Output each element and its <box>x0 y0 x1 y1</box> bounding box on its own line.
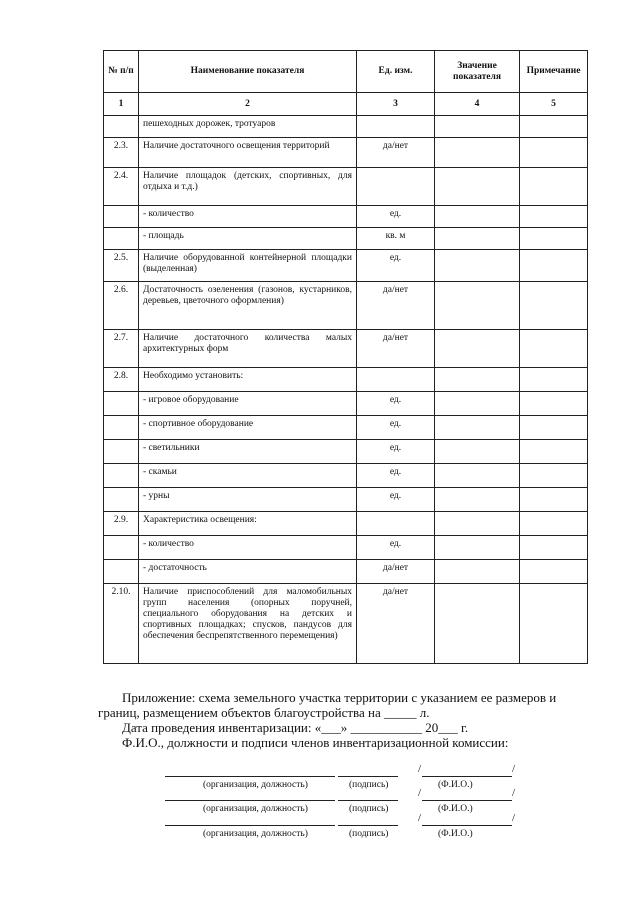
row-indicator-name: Наличие площадок (детских, спортивных, для отдыха и т.д.) <box>139 168 357 206</box>
row-note <box>520 330 588 368</box>
row-value <box>435 392 520 416</box>
row-number <box>104 416 139 440</box>
row-number <box>104 536 139 560</box>
col-number: 1 <box>104 93 139 116</box>
row-value <box>435 488 520 512</box>
row-number: 2.9. <box>104 512 139 536</box>
row-value <box>435 138 520 168</box>
row-unit: да/нет <box>357 138 435 168</box>
row-unit: ед. <box>357 416 435 440</box>
row-unit <box>357 168 435 206</box>
row-indicator-name: - количество <box>139 536 357 560</box>
row-note <box>520 116 588 138</box>
row-indicator-name: - достаточность <box>139 560 357 584</box>
row-note <box>520 512 588 536</box>
row-value <box>435 228 520 250</box>
row-note <box>520 138 588 168</box>
header-name: Наименование показателя <box>139 51 357 93</box>
row-value <box>435 116 520 138</box>
row-number: 2.7. <box>104 330 139 368</box>
row-number: 2.6. <box>104 282 139 330</box>
row-value <box>435 560 520 584</box>
row-note <box>520 536 588 560</box>
row-unit: да/нет <box>357 330 435 368</box>
row-note <box>520 440 588 464</box>
org-line <box>165 800 335 801</box>
row-indicator-name: - площадь <box>139 228 357 250</box>
fio-label: (Ф.И.О.) <box>438 780 473 790</box>
row-unit: ед. <box>357 440 435 464</box>
slash-mark: / <box>418 763 422 775</box>
row-note <box>520 464 588 488</box>
appendix-note: Приложение: схема земельного участка территории с указанием ее размеров и границ, размещением объектов благоустройства на _____ л. <box>98 690 557 720</box>
inventory-table <box>103 50 588 664</box>
row-indicator-name: Достаточность озеленения (газонов, кустарников, деревьев, цветочного оформления) <box>139 282 357 330</box>
row-value <box>435 440 520 464</box>
header-note: Примечание <box>520 51 588 93</box>
row-number <box>104 116 139 138</box>
row-value <box>435 536 520 560</box>
table-row <box>104 416 588 440</box>
table-row <box>104 512 588 536</box>
row-number: 2.10. <box>104 584 139 664</box>
table-row <box>104 250 588 282</box>
table-row <box>104 464 588 488</box>
row-value <box>435 206 520 228</box>
col-number: 5 <box>520 93 588 116</box>
sign-label: (подпись) <box>349 829 389 839</box>
row-unit: да/нет <box>357 282 435 330</box>
table-row <box>104 488 588 512</box>
table-row <box>104 228 588 250</box>
row-note <box>520 488 588 512</box>
table-header-row <box>104 51 588 93</box>
row-note <box>520 392 588 416</box>
row-indicator-name: Наличие приспособлений для маломобильных групп населения (опорных поручней, специального оборудования на детских и спортивных площадках; спусков, пандусов для обеспечения беспрепятственного перемещения) <box>139 584 357 664</box>
row-value <box>435 368 520 392</box>
row-unit: ед. <box>357 464 435 488</box>
table-row <box>104 560 588 584</box>
row-number: 2.5. <box>104 250 139 282</box>
sign-line <box>338 800 398 801</box>
row-indicator-name: - спортивное оборудование <box>139 416 357 440</box>
table-row <box>104 536 588 560</box>
org-label: (организация, должность) <box>203 804 308 814</box>
row-unit: ед. <box>357 536 435 560</box>
column-numbers-row <box>104 93 588 116</box>
org-line <box>165 776 335 777</box>
row-unit: да/нет <box>357 560 435 584</box>
row-value <box>435 250 520 282</box>
row-indicator-name: Характеристика освещения: <box>139 512 357 536</box>
slash-mark: / <box>512 812 516 824</box>
table-row <box>104 282 588 330</box>
row-indicator-name: - количество <box>139 206 357 228</box>
row-number: 2.8. <box>104 368 139 392</box>
row-indicator-name: Наличие оборудованной контейнерной площадки (выделенная) <box>139 250 357 282</box>
row-unit: да/нет <box>357 584 435 664</box>
row-value <box>435 464 520 488</box>
col-number: 2 <box>139 93 357 116</box>
row-note <box>520 560 588 584</box>
row-indicator-name: - игровое оборудование <box>139 392 357 416</box>
row-note <box>520 228 588 250</box>
row-value <box>435 330 520 368</box>
fio-label: (Ф.И.О.) <box>438 804 473 814</box>
row-unit <box>357 512 435 536</box>
row-unit: ед. <box>357 392 435 416</box>
sign-label: (подпись) <box>349 804 389 814</box>
row-unit: ед. <box>357 488 435 512</box>
row-indicator-name: - светильники <box>139 440 357 464</box>
row-unit <box>357 368 435 392</box>
table-row <box>104 138 588 168</box>
row-number <box>104 440 139 464</box>
row-unit: ед. <box>357 250 435 282</box>
table-row <box>104 584 588 664</box>
org-line <box>165 825 335 826</box>
sign-label: (подпись) <box>349 780 389 790</box>
table-row <box>104 330 588 368</box>
table-row <box>104 440 588 464</box>
row-number: 2.3. <box>104 138 139 168</box>
row-note <box>520 206 588 228</box>
row-indicator-name: Наличие достаточного освещения территорий <box>139 138 357 168</box>
fio-line <box>422 800 512 801</box>
row-note <box>520 282 588 330</box>
fio-line <box>422 776 512 777</box>
notes-block <box>98 690 590 750</box>
fio-line <box>422 825 512 826</box>
slash-mark: / <box>512 787 516 799</box>
col-number: 3 <box>357 93 435 116</box>
fio-label: (Ф.И.О.) <box>438 829 473 839</box>
org-label: (организация, должность) <box>203 829 308 839</box>
row-indicator-name: пешеходных дорожек, тротуаров <box>139 116 357 138</box>
commission-heading: Ф.И.О., должности и подписи членов инвентаризационной комиссии: <box>122 735 509 750</box>
row-note <box>520 250 588 282</box>
row-value <box>435 416 520 440</box>
header-unit: Ед. изм. <box>357 51 435 93</box>
table-row <box>104 368 588 392</box>
sign-line <box>338 776 398 777</box>
slash-mark: / <box>418 812 422 824</box>
row-unit: ед. <box>357 206 435 228</box>
row-note <box>520 368 588 392</box>
table-row <box>104 168 588 206</box>
row-note <box>520 168 588 206</box>
row-number <box>104 464 139 488</box>
row-note <box>520 416 588 440</box>
sign-line <box>338 825 398 826</box>
row-indicator-name: Необходимо установить: <box>139 368 357 392</box>
org-label: (организация, должность) <box>203 780 308 790</box>
header-value: Значение показателя <box>435 51 520 93</box>
row-value <box>435 168 520 206</box>
row-indicator-name: - урны <box>139 488 357 512</box>
table-row <box>104 392 588 416</box>
row-unit <box>357 116 435 138</box>
slash-mark: / <box>418 787 422 799</box>
slash-mark: / <box>512 763 516 775</box>
row-indicator-name: - скамьи <box>139 464 357 488</box>
row-value <box>435 584 520 664</box>
table-row <box>104 116 588 138</box>
col-number: 4 <box>435 93 520 116</box>
row-number <box>104 488 139 512</box>
row-value <box>435 512 520 536</box>
table-row <box>104 206 588 228</box>
inventory-date: Дата проведения инвентаризации: «___» ___________ 20___ г. <box>122 720 469 735</box>
row-note <box>520 584 588 664</box>
row-unit: кв. м <box>357 228 435 250</box>
header-num: № п/п <box>104 51 139 93</box>
row-number <box>104 206 139 228</box>
row-value <box>435 282 520 330</box>
row-number: 2.4. <box>104 168 139 206</box>
row-number <box>104 560 139 584</box>
row-number <box>104 392 139 416</box>
row-number <box>104 228 139 250</box>
row-indicator-name: Наличие достаточного количества малых архитектурных форм <box>139 330 357 368</box>
